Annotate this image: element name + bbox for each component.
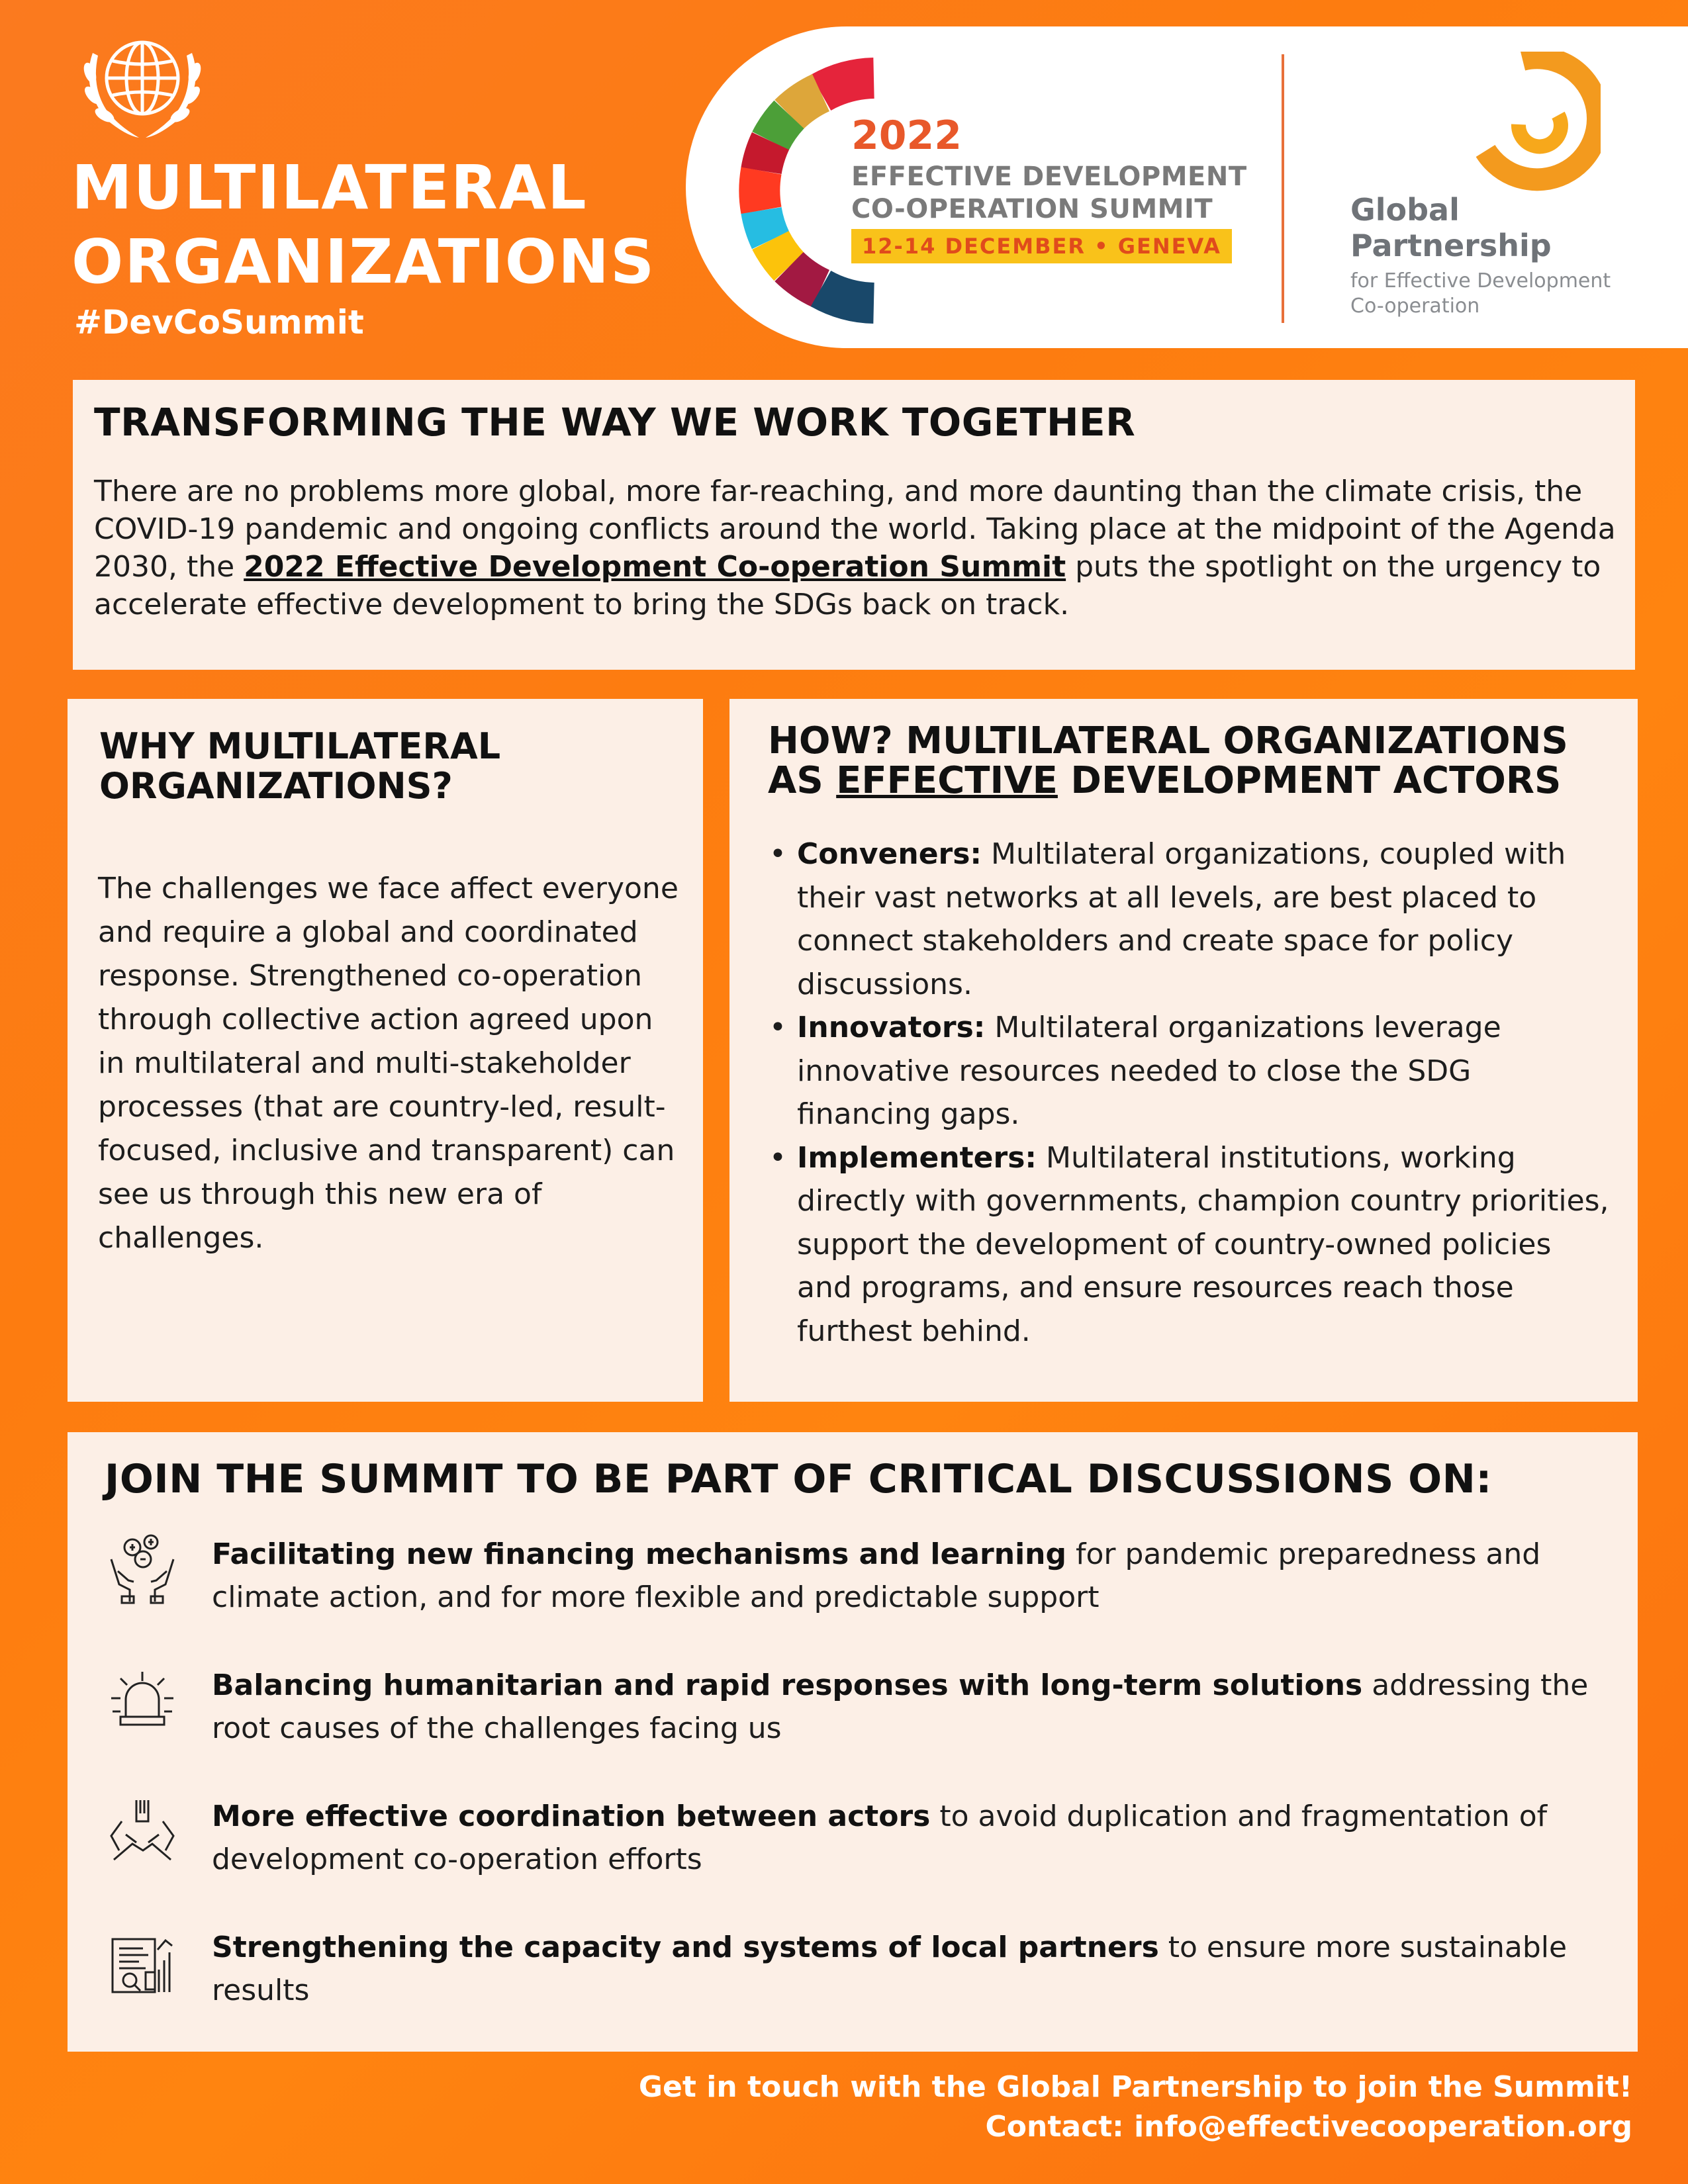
how-heading-end: DEVELOPMENT ACTORS (1057, 759, 1562, 802)
alarm-siren-icon (106, 1664, 179, 1737)
gp-name-line-2: Partnership (1350, 228, 1552, 263)
bullet-icon: • (769, 1140, 786, 1175)
un-emblem-icon (66, 26, 218, 146)
list-item-text: Multilateral organizations, coupled with their vast networks at all levels, are best placed to connect stakeholders and create space for policy discussions. (797, 837, 1566, 1001)
list-item (106, 1795, 1615, 1894)
join-item-rest: addressing the root causes of the challenges facing us (212, 1668, 1589, 1745)
list-item (769, 1136, 1610, 1353)
join-item-rest: for pandemic preparedness and climate action, and for more flexible and predictable support (212, 1537, 1541, 1614)
how-heading-start: HOW? MULTILATERAL ORGANIZATIONS AS (768, 719, 1568, 802)
logo-divider (1282, 54, 1284, 323)
how-heading-underlined: EFFECTIVE (836, 759, 1058, 802)
transform-body (94, 473, 1617, 623)
join-item-text (212, 1664, 1628, 1750)
transform-heading: TRANSFORMING THE WAY WE WORK TOGETHER (94, 400, 1136, 445)
why-heading: WHY MULTILATERAL ORGANIZATIONS? (99, 725, 501, 807)
hands-finance-icon (106, 1533, 179, 1606)
bullet-icon: • (769, 1011, 786, 1044)
join-item-text (212, 1533, 1628, 1619)
list-item-label: Innovators: (797, 1011, 986, 1044)
title-line-1: MULTILATERAL (71, 152, 588, 223)
list-item (769, 833, 1610, 1006)
transform-body-end: puts the spotlight on the urgency to accelerate effective development to bring the SDGs back on track. (94, 550, 1601, 621)
join-item-text (212, 1926, 1628, 2012)
list-item-text: Multilateral institutions, working directly with governments, champion country priorities, support the development of country-owned policies and programs, and ensure resources reach those furthest behind. (797, 1140, 1609, 1348)
how-list (769, 833, 1610, 1353)
join-item-bold: More effective coordination between actors (212, 1799, 931, 1833)
join-heading: JOIN THE SUMMIT TO BE PART OF CRITICAL DISCUSSIONS ON: (105, 1456, 1492, 1502)
list-item (106, 1664, 1615, 1763)
global-partnership-logo-icon (1476, 52, 1601, 197)
summit-date-badge: 12-14 DECEMBER • GENEVA (851, 229, 1232, 263)
gp-name-line-1: Global (1350, 192, 1460, 228)
transform-body-start: There are no problems more global, more far-reaching, and more daunting than the climate crisis, the COVID-19 pandemic and ongoing conflicts around the world. Taking place at the midpoint of the Agenda 2030, the (94, 475, 1616, 584)
summit-name-line-2: CO-OPERATION SUMMIT (851, 194, 1213, 224)
title-line-2: ORGANIZATIONS (71, 226, 656, 297)
summit-link[interactable]: 2022 Effective Development Co-operation Summit (244, 550, 1066, 584)
summit-year: 2022 (851, 113, 962, 159)
bullet-icon: • (769, 837, 786, 871)
gp-subtitle-line-2: Co-operation (1350, 295, 1480, 318)
cta-line: Get in touch with the Global Partnership to join the Summit! (638, 2070, 1632, 2104)
join-item-bold: Balancing humanitarian and rapid responses with long-term solutions (212, 1668, 1363, 1702)
summit-name-line-1: EFFECTIVE DEVELOPMENT (851, 161, 1247, 192)
join-item-rest: to avoid duplication and fragmentation of development co-operation efforts (212, 1799, 1548, 1876)
how-heading (768, 721, 1622, 801)
capacity-report-icon (106, 1926, 179, 1999)
page-title (71, 151, 655, 299)
hashtag: #DevCoSummit (74, 303, 364, 341)
list-item-text: Multilateral organizations leverage innovative resources needed to close the SDG financing gaps. (797, 1011, 1501, 1131)
coordination-hands-icon (106, 1795, 179, 1868)
join-item-rest: to ensure more sustainable results (212, 1931, 1568, 2007)
list-item-label: Conveners: (797, 837, 982, 871)
why-body: The challenges we face affect everyone and require a global and coordinated response. Strengthened co-operation through collective action agreed upon in multilateral and multi-stakeholder processes (that are country-led, result-focused, inclusive and transparent) can see us through this new era of challenges. (98, 872, 679, 1255)
contact-email-link[interactable]: Contact: info@effectivecooperation.org (985, 2110, 1632, 2144)
list-item-label: Implementers: (797, 1140, 1037, 1175)
list-item (106, 1926, 1615, 2025)
join-item-bold: Strengthening the capacity and systems of local partners (212, 1931, 1159, 1964)
list-item (769, 1006, 1610, 1136)
gp-subtitle-line-1: for Effective Development (1350, 269, 1611, 293)
join-item-bold: Facilitating new financing mechanisms and learning (212, 1537, 1066, 1571)
join-item-text (212, 1795, 1628, 1881)
list-item (106, 1533, 1615, 1632)
